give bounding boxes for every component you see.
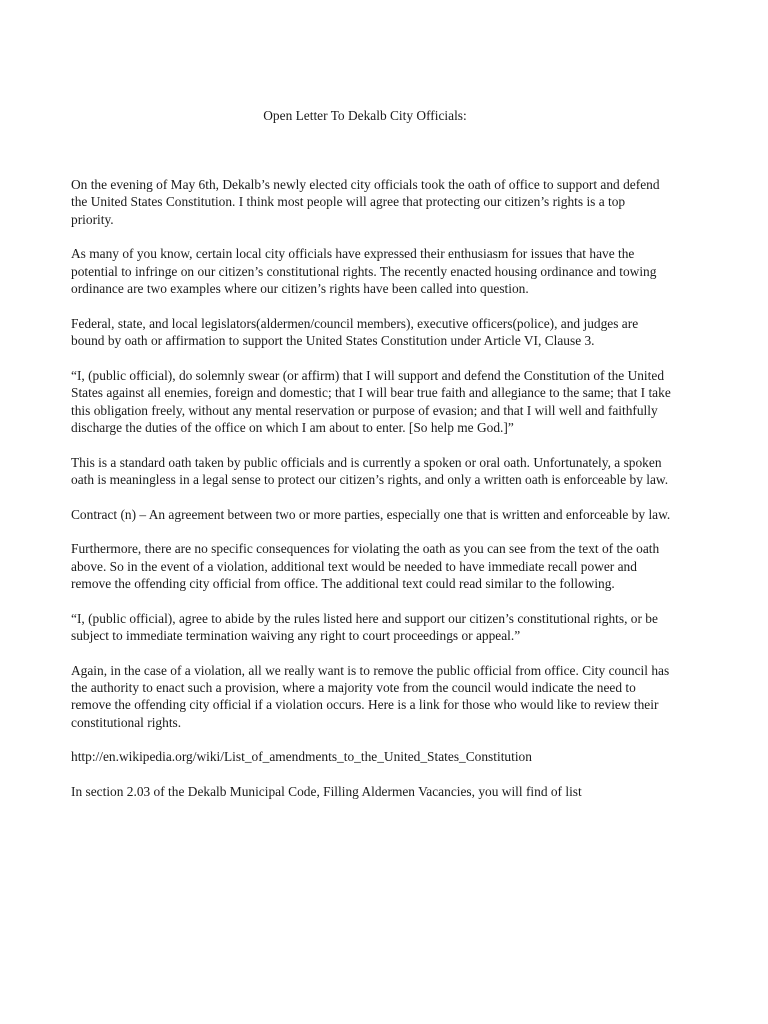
constitution-link: http://en.wikipedia.org/wiki/List_of_amendments_to_the_United_States_Constitution — [71, 749, 532, 765]
paragraph-consequences: Furthermore, there are no specific consequences for violating the oath as you can see from the text of the oath above. So in the event of a violation, additional text would be needed to have immediate recall power and remove the offending city official from office. The additional text could read similar to the following. — [71, 541, 660, 592]
paragraph-municipal-code: In section 2.03 of the Dekalb Municipal Code, Filling Aldermen Vacancies, you will find of list — [71, 784, 582, 800]
letter-title: Open Letter To Dekalb City Officials: — [263, 108, 467, 123]
paragraph-ordinances: As many of you know, certain local city officials have expressed their enthusiasm for issues that have the potential to infringe on our citizen’s constitutional rights. The recently enacted housing ordinance and towing ordinance are two examples where our citizen’s rights have been called into question. — [71, 246, 657, 297]
paragraph-oath-text: “I, (public official), do solemnly swear (or affirm) that I will support and defend the Constitution of the United States against all enemies, foreign and domestic; that I will bear true faith and allegiance to the same; that I take this obligation freely, without any mental reservation or purpose of evasion; and that I will well and faithfully discharge the duties of the office on which I am about to enter. [So help me God.]” — [71, 367, 671, 436]
paragraph-contract-definition: Contract (n) – An agreement between two or more parties, especially one that is written and enforceable by law. — [71, 506, 671, 522]
paragraph-article-vi: Federal, state, and local legislators(aldermen/council members), executive officers(police), and judges are bound by oath or affirmation to support the United States Constitution under Article VI, Clause 3. — [71, 315, 639, 349]
paragraph-violation: Again, in the case of a violation, all we really want is to remove the public official from office. City council has the authority to enact such a provision, where a majority vote from the council would indicate the need to remove the offending city official if a violation occurs. Here is a link for those who would like to review their constitutional rights. — [71, 662, 670, 730]
letter-body — [71, 176, 671, 818]
paragraph-spoken-oath: This is a standard oath taken by public officials and is currently a spoken or oral oath. Unfortunately, a spoken oath is meaningless in a legal sense to protect our citizen’s rights, and only a written oath is enforceable by law. — [71, 454, 669, 488]
paragraph-oath-intro: On the evening of May 6th, Dekalb’s newly elected city officials took the oath of office to support and defend the United States Constitution. I think most people will agree that protecting our citizen’s rights is a top priority. — [71, 177, 660, 227]
paragraph-additional-oath: “I, (public official), agree to abide by the rules listed here and support our citizen’s constitutional rights, or be subject to immediate termination waiving any right to court proceedings or appeal.” — [71, 610, 658, 644]
